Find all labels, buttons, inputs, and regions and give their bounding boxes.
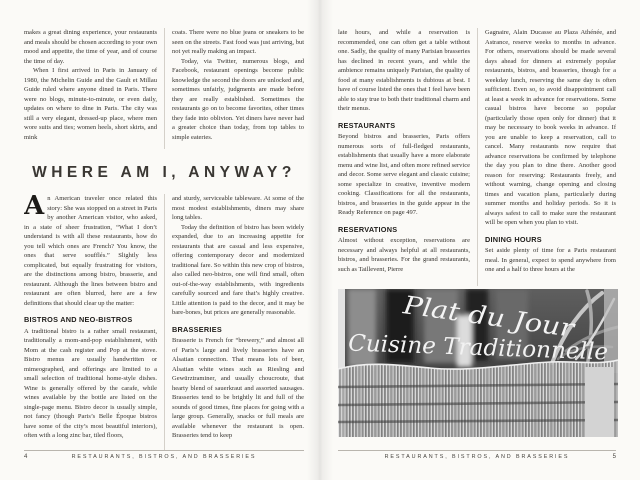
paragraph: Beyond bistros and brasseries, Paris offers numerous sorts of full-fledged restaurants, establishments that usually have a more elaborate menu and wine list, and often more refined service and decor. Some serve elegant and classic cuisine; some specialize in creative, inventive modern cooking. Classifications for all the restaurants, bistros, and brasseries in the guide appear in the Ready Reference on page 497. [338, 133, 470, 216]
photo-text-plat-du-jour: Plat du Jour [401, 290, 555, 340]
paragraph: makes a great dining experience, your restaurants and meals should be chosen according to your own mood and appetite, the time of year, and of course the time of day. [24, 29, 157, 65]
dropcap-paragraph [24, 194, 157, 308]
left-bottom-columns [24, 194, 304, 450]
running-title-left: RESTAURANTS, BISTROS, AND BRASSERIES [71, 454, 257, 460]
section-heading-dining-hours: DINING HOURS [485, 234, 542, 244]
paragraph-text: n American traveler once related this story: She was stopped on a street in Paris by another American visitor, who asked, in a state of sheer frustration, “What I don’t understand is with all these restaurants, how do you tell which ones are French? You know, the ones that serve soufflés.” Slightly less complicated, but equally frustrating for visitors, are the distinctions among bistro, brasserie, and restaurant. Although the lines between bistro and restaurant are often blurred, here are a few definitions that should clear up the matter: [24, 195, 157, 307]
paragraph: and sturdy, serviceable tableware. At some of the most modest establishments, diners may share long tables. [172, 195, 304, 221]
page-number-right: 5 [612, 454, 616, 460]
lace-curtain [338, 360, 618, 437]
right-column-2 [477, 28, 616, 286]
right-page-footer [338, 450, 616, 461]
chapter-heading: WHERE AM I, ANYWAY? [32, 164, 296, 181]
right-column-1 [338, 28, 477, 286]
page-number-left: 4 [24, 454, 28, 460]
photo-menu-card [585, 367, 614, 437]
left-top-columns [24, 28, 304, 149]
right-columns [338, 28, 616, 286]
storefront-photo-art [338, 289, 618, 437]
paragraph: Today, via Twitter, numerous blogs, and Facebook, restaurant openings become public knowledge the second the doors are unlocked and, sometimes unfairly, judgments are made before they are really established. Sometimes the restaurants go on to become favorites, other times they fade into oblivion. Yet diners have never had a greater choice than today, from top tables to simple eateries. [172, 57, 304, 141]
section-heading-brasseries: BRASSERIES [172, 324, 222, 334]
paragraph: Almost without exception, reservations are necessary and always helpful at all restaurants, bistros, and brasseries. For the grand restaurants, such as Taillevent, Pierre [338, 237, 470, 273]
section-heading-restaurants: RESTAURANTS [338, 120, 396, 130]
paragraph: Brasserie is French for “brewery,” and almost all of Paris’s large and lively brasseries have an Alsatian connection. That means lots of beer, Alsatian white wines such as Riesling and Gewürztraminer, and usually choucroute, that hearty blend of sauerkraut and assorted sausages. Brasseries tend to be brightly lit and full of the sounds of good times, fine places for going with a large group. Generally, snacks or full meals are available whenever the restaurant is open. Brasseries tend to keep [172, 337, 304, 439]
drop-cap: A [24, 194, 45, 221]
paragraph: late hours, and while a reservation is recommended, one can often get a table without one. Sadly, the quality of many Parisian brasseries has declined in recent years, and while the ambience remains uniquely Parisian, the quality of food at many establishments is dubious at best. I have of course listed the ones that I feel have been able to stay true to both their traditional charm and their menus. [338, 29, 470, 112]
left-bottom-column-1 [24, 194, 164, 450]
photo-text-cuisine-traditionnelle: Cuisine Traditionnelle [347, 330, 608, 366]
left-page-footer [24, 450, 304, 461]
left-top-column-2 [164, 28, 304, 149]
section-heading-reservations: RESERVATIONS [338, 224, 398, 234]
paragraph: A traditional bistro is a rather small restaurant, traditionally a mom-and-pop establishment, with Mom at the cash register and Pop at the stove. Bistro menus are usually handwritten or mimeographed, and offerings are limited to a small selection of traditional home-style dishes. Wine is generally offered by the carafe, while wines available by the bottle are listed on the single-page menu. Bistro decor is usually simple, not fancy (though Paris’s Belle Époque bistros have some of the city’s most beautiful interiors), often with a long zinc bar, tiled floors, [24, 327, 157, 439]
running-title-right: RESTAURANTS, BISTROS, AND BRASSERIES [384, 454, 570, 460]
paragraph: Set aside plenty of time for a Paris restaurant meal. In general, expect to spend anywhere from one and a half to three hours at the [485, 247, 616, 273]
storefront-photo [338, 289, 618, 437]
paragraph: When I first arrived in Paris in January of 1980, the Michelin Guide and the Gault et Millau Guide ruled where anyone dined in Paris. There were no blogs, minute-to-minute, or even daily, updates on where to dine in Paris. The city was still a very elegant, dressed-up place, where men wore suits and ties; women heels, short skirts, and mink [24, 67, 157, 141]
page-right [320, 0, 640, 480]
paragraph: coats. There were no blue jeans or sneakers to be seen on the streets. Fast food was just arriving, but not yet really making an impact. [172, 29, 304, 55]
left-bottom-column-2 [164, 194, 304, 450]
paragraph: Today the definition of bistro has been widely expanded, due to an increasing appetite for restaurants that are casual and less expensive, offering contemporary decor and modernized traditional fare. So within this new crop of bistros, also called neo-bistros, one will find small, often out-of-the-way establishments, with ingredients carefully sourced and fare that’s highly creative. Little attention is paid to the decor, and it may be bare-bones, but prices are generally reasonable. [172, 223, 304, 316]
left-top-column-1 [24, 28, 164, 149]
section-heading-bistros: BISTROS AND NEO-BISTROS [24, 315, 133, 324]
paragraph: Gagnaire, Alain Ducasse au Plaza Athénée, and Astrance, reserve weeks to months in advance. For others, reservations should be made several days ahead for dinners at extremely popular restaurants, bistros, and brasseries, though for a weekday lunch, reserving the same day is often sufficient. Even so, to avoid disappointment call at least a week in advance for reservations. Some casual bistros have become so popular (particularly those open only for dinner) that it may be necessary to book weeks in advance. If you are unable to keep a reservation, call to cancel. Many restaurants now require that advance reservations be confirmed by telephone the day you plan to dine there. Another good reason for reserving: Restaurants freely, and without warning, change opening and closing times and vacation plans, particularly during summer months and holiday periods. So it is always safest to call to make sure the restaurant will be open when you plan to visit. [485, 29, 616, 226]
